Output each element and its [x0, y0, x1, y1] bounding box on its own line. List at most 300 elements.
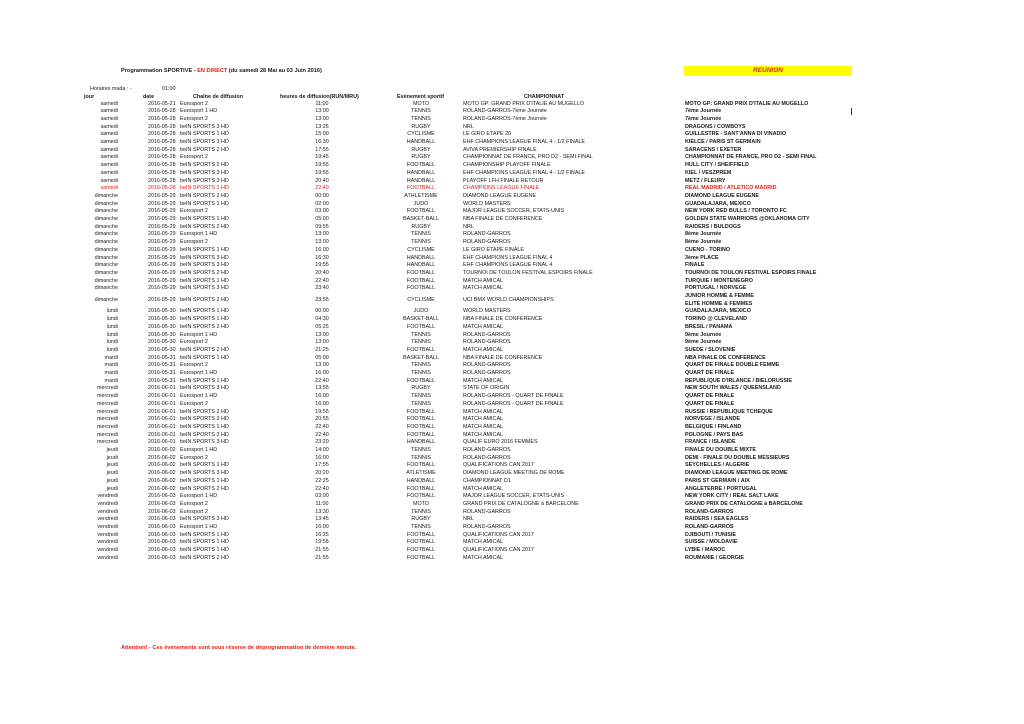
table-row [0, 455, 1024, 463]
cell-date: 2016-06-03 [148, 516, 176, 523]
cell-hour: 05:00 [315, 354, 329, 361]
cell-champ: ROUMANIE / GEORGIE [685, 554, 745, 561]
cell-sport: TENNIS [411, 524, 431, 530]
cell-date: 2016-05-30 [148, 323, 176, 330]
cell-date: 2016-06-01 [148, 385, 176, 392]
cell-comp: QUALIFICATIONS CAN 2017 [463, 547, 534, 554]
cell-jour: jeudi [106, 485, 118, 492]
table-row [0, 339, 1024, 347]
table-row [0, 486, 1024, 494]
cell-champ: GUADALAJARA, MEXICO [685, 200, 751, 207]
cell-chan: beIN SPORTS 3 HD [180, 385, 229, 392]
cell-comp: ROLAND-GARROS [463, 454, 511, 461]
cell-chan: Eurosport 2 [180, 400, 208, 407]
cell-hour: 21:55 [315, 547, 329, 554]
cell-hour: 19:55 [315, 408, 329, 415]
cell-comp: MATCH AMICAL [463, 408, 504, 415]
cell-jour: samedi [100, 169, 118, 176]
cell-comp: NBA FINALE DE CONFERENCE [463, 354, 543, 361]
table-row [0, 509, 1024, 517]
cell-hour: 19:45 [315, 154, 329, 161]
cell-chan: Eurosport 2 [180, 208, 208, 215]
cell-comp: QUALIFICATIONS CAN 2017 [463, 462, 534, 469]
cell-comp: MATCH AMICAL [463, 431, 504, 438]
cell-chan: beIN SPORTS 1 HD [180, 316, 229, 323]
warning-note: Attention! - Ces évènements sont sous réserve de déprogrammation de dernière minute. [121, 645, 357, 651]
table-row [0, 332, 1024, 340]
cell-champ: 9ème Journée [685, 339, 722, 346]
table-row [0, 516, 1024, 524]
cell-chan: beIN SPORTS 1 HD [180, 539, 229, 546]
cell-sport: MOTO [412, 100, 430, 107]
cell-jour: mercredi [97, 439, 118, 446]
table-row [0, 532, 1024, 540]
cell-comp: CHAMPIONSHIP PLAYOFF FINALE [463, 162, 551, 169]
cell-champ: FRANCE / ISLANDE [685, 439, 736, 446]
cell-date: 2016-06-01 [148, 393, 176, 400]
cell-date: 2016-05-21 [148, 100, 176, 107]
cell-sport: FOOTBALL [406, 285, 436, 292]
cell-chan: Eurosport 2 [180, 362, 208, 369]
reunion-banner: REUNION [684, 66, 852, 76]
cell-chan: beIN SPORTS 2 HD [180, 408, 229, 415]
cell-date: 2016-06-01 [148, 416, 176, 423]
cell-date: 2016-05-30 [148, 308, 176, 315]
cell-sport: FOOTBALL [406, 554, 436, 561]
table-row [0, 208, 1024, 216]
cell-date: 2016-06-01 [148, 439, 176, 446]
cell-champ: GOLDEN STATE WARRIORS @OKLAHOMA CITY [685, 216, 810, 222]
cell-comp: CHAMPIONS LEAGUE FINALE [463, 185, 540, 192]
cell-hour: 23:55 [315, 296, 329, 303]
cell-comp: ROLAND-GARROS - QUART DE FINALE [463, 400, 564, 407]
cell-date: 2016-06-01 [148, 431, 176, 438]
cell-date: 2016-06-03 [148, 539, 176, 546]
cell-comp: NRL [463, 223, 474, 230]
table-row [0, 193, 1024, 201]
cell-jour: jeudi [106, 447, 118, 453]
table-row [0, 385, 1024, 393]
table-row [0, 393, 1024, 401]
cell-jour: lundi [106, 346, 118, 353]
table-row [0, 362, 1024, 370]
cell-comp: DIAMOND LEAGUE MEETING DE ROME [463, 470, 565, 477]
cell-date: 2016-06-02 [148, 477, 176, 484]
cell-chan: Eurosport 2 [180, 154, 208, 161]
cell-jour: vendredi [97, 531, 118, 538]
cell-comp: ROLAND-GARROS [463, 239, 511, 246]
cell-chan: beIN SPORTS 2 HD [180, 269, 229, 276]
cell-date: 2016-05-29 [148, 277, 176, 284]
cell-sport: RUGBY [411, 223, 431, 230]
page-title: Programmation SPORTIVE - EN DIRECT (du samedi 28 Mai au 03 Juin 2016) [121, 68, 322, 74]
cell-chan: beIN SPORTS 1 HD [180, 308, 229, 315]
cell-jour: dimanche [94, 296, 118, 303]
table-row [0, 154, 1024, 162]
cell-hour: 16:25 [315, 531, 329, 538]
cell-comp: WORLD MASTERS [463, 308, 511, 315]
cell-jour: samedi [100, 185, 118, 192]
cell-champ: 7ème Journée [685, 115, 722, 122]
cell-champ: KIELCE / PARIS ST GERMAIN [685, 139, 761, 145]
cell-chan: beIN SPORTS 2 HD [180, 223, 229, 230]
cell-comp: EHF CHAMPIONS LEAGUE FINAL 4 - 1/2 FINALE [463, 139, 586, 145]
cell-sport: BASKET-BALL [403, 216, 439, 222]
cell-chan: beIN SPORTS 2 HD [180, 146, 229, 153]
table-row [0, 501, 1024, 509]
table-row [0, 293, 1024, 308]
cell-comp: MAJOR LEAGUE SOCCER, ETATS-UNIS [463, 208, 565, 215]
cell-comp: NRL [463, 123, 474, 130]
cell-chan: beIN SPORTS 2 HD [180, 323, 229, 330]
cell-sport: TENNIS [411, 370, 431, 376]
cell-hour: 22:40 [315, 485, 329, 492]
cell-jour: jeudi [106, 477, 118, 484]
cell-date: 2016-05-29 [148, 192, 176, 199]
cell-hour: 05:25 [315, 323, 329, 330]
cell-comp: CHAMPIONNAT D1 [463, 477, 511, 484]
cell-jour: dimanche [94, 262, 118, 269]
cell-sport: FOOTBALL [406, 423, 436, 430]
cell-chan: Eurosport 2 [180, 454, 208, 461]
cell-date: 2016-06-03 [148, 493, 176, 500]
cell-champ: NEW YORK RED BULLS / TORONTO FC [685, 208, 787, 215]
cell-hour: 13:00 [315, 239, 329, 246]
cell-comp: PLAYOFF LFH FINALE RETOUR [463, 177, 544, 184]
cell-hour: 16:00 [315, 400, 329, 407]
cell-champ: NEW SOUTH WALES / QUEENSLAND [685, 385, 781, 392]
cell-comp: NRL [463, 516, 474, 523]
live-label: EN DIRECT [197, 68, 228, 74]
cell-hour: 19:55 [315, 169, 329, 176]
cell-chan: beIN SPORTS 2 HD [180, 485, 229, 492]
cell-comp: WORLD MASTERS [463, 200, 511, 207]
cell-champ: HULL CITY / SHEIFFIELD [685, 162, 749, 169]
cell-comp: MATCH AMICAL [463, 554, 504, 561]
table-row [0, 316, 1024, 324]
cell-jour: dimanche [94, 239, 118, 246]
cell-comp: MATCH AMICAL [463, 539, 504, 546]
cell-jour: jeudi [106, 462, 118, 469]
table-row [0, 547, 1024, 555]
cell-comp: STATE OF ORIGIN [463, 385, 510, 392]
cell-chan: Eurosport 2 [180, 239, 208, 246]
cell-date: 2016-05-28 [148, 154, 176, 161]
table-row [0, 462, 1024, 470]
cell-date: 2016-05-31 [148, 377, 176, 384]
cell-comp: UCI BMX WORLD CHAMPIONSHIPS [463, 296, 554, 303]
cell-hour: 22:40 [315, 377, 329, 384]
cell-hour: 19:55 [315, 262, 329, 269]
cell-jour: dimanche [94, 216, 118, 222]
cell-jour: mercredi [97, 431, 118, 438]
cell-jour: mardi [104, 354, 118, 361]
cell-sport: TENNIS [411, 393, 431, 400]
cell-comp: ROLAND-GARROS [463, 339, 511, 346]
cell-date: 2016-06-01 [148, 408, 176, 415]
cell-jour: mercredi [97, 393, 118, 400]
cell-champ: 7ème Journée [685, 108, 722, 115]
cell-comp: MAJOR LEAGUE SOCCER, ETATS-UNIS [463, 493, 565, 500]
table-row [0, 524, 1024, 532]
cell-sport: BASKET-BALL [403, 316, 439, 323]
cell-sport: HANDBALL [406, 439, 436, 446]
cell-chan: Eurosport 2 [180, 500, 208, 507]
table-row [0, 108, 1024, 116]
cell-sport: FOOTBALL [406, 346, 436, 353]
cell-jour: vendredi [97, 500, 118, 507]
cell-hour: 16:30 [315, 139, 329, 145]
cell-comp: NBA FINALE DE CONFERENCE [463, 316, 543, 323]
cell-jour: mardi [104, 370, 118, 376]
cell-jour: samedi [100, 154, 118, 161]
cell-champ: DIAMOND LEAGUE EUGENE [685, 192, 759, 199]
cell-comp: EHF CHAMPIONS LEAGUE FINAL 4 [463, 254, 553, 261]
cell-date: 2016-06-02 [148, 462, 176, 469]
cell-comp: AVIVA PREMIERSHIP FINALE [463, 146, 537, 153]
cell-jour: lundi [106, 323, 118, 330]
table-row [0, 201, 1024, 209]
cell-date: 2016-05-29 [148, 231, 176, 238]
cell-sport: FOOTBALL [406, 539, 436, 546]
table-row [0, 493, 1024, 501]
cell-chan: Eurosport 1 HD [180, 108, 218, 115]
cell-chan: Eurosport 1 HD [180, 370, 218, 376]
cell-hour: 20:40 [315, 269, 329, 276]
cell-champ: REPUBLIQUE D'IRLANCE / BIELORUSSIE [685, 377, 793, 384]
cell-sport: FOOTBALL [406, 485, 436, 492]
cell-chan: beIN SPORTS 1 HD [180, 200, 229, 207]
cell-champ: MOTO GP: GRAND PRIX D'ITALIE AU MUGELLO [685, 100, 809, 107]
cell-sport: BASKET-BALL [403, 354, 439, 361]
cell-hour: 13:25 [315, 123, 329, 130]
cell-sport: RUGBY [411, 146, 431, 153]
cell-champ: ROLAND-GARROS [685, 508, 734, 515]
cell-champ: GRAND PRIX DE CATALOGNE à BARCELONE [685, 500, 803, 507]
cell-hour: 13:00 [315, 362, 329, 369]
cell-jour: lundi [106, 339, 118, 346]
cell-chan: Eurosport 2 [180, 115, 208, 122]
cell-champ: QUART DE FINALE DOUBLE FEMME [685, 362, 780, 369]
cell-champ: REAL MADRID / ATLETICO MADRID [685, 185, 777, 192]
cell-champ: FINALE DU DOUBLE MIXTE [685, 447, 756, 453]
table-row [0, 416, 1024, 424]
cell-hour: 13:30 [315, 508, 329, 515]
cell-hour: 23:20 [315, 439, 329, 446]
cell-date: 2016-05-31 [148, 362, 176, 369]
cell-chan: beIN SPORTS 3 HD [180, 177, 229, 184]
cell-champ: GUADALAJARA, MEXICO [685, 308, 751, 315]
cell-jour: vendredi [97, 524, 118, 530]
cell-champ: 8ème Journée [685, 239, 722, 246]
cell-jour: vendredi [97, 539, 118, 546]
cell-chan: Eurosport 2 [180, 339, 208, 346]
cell-sport: FOOTBALL [406, 493, 436, 500]
cell-comp: CHAMPIONNAT DE FRANCE, PRO D2 - SEMI FINAL [463, 154, 593, 161]
cell-champ: FINALE [685, 262, 705, 269]
cell-date: 2016-05-29 [148, 285, 176, 292]
cell-chan: beIN SPORTS 3 HD [180, 439, 229, 446]
cell-date: 2016-05-30 [148, 339, 176, 346]
cell-sport: CYCLISME [407, 131, 435, 138]
cell-sport: TENNIS [411, 447, 431, 453]
cell-champ: QUART DE FINALE [685, 393, 735, 400]
cell-champ: NORVEGE / ISLANDE [685, 416, 741, 423]
cell-chan: beIN SPORTS 1 HD [180, 547, 229, 554]
cell-hour: 14:00 [315, 447, 329, 453]
cell-sport: FOOTBALL [406, 269, 436, 276]
cell-champ: 8ème Journée [685, 231, 722, 238]
table-row [0, 216, 1024, 224]
cell-champ: NEW YORK CITY / REAL SALT LAKE [685, 493, 779, 500]
cell-hour: 11:00 [315, 100, 329, 107]
cell-sport: TENNIS [411, 331, 431, 338]
cell-sport: FOOTBALL [406, 162, 436, 169]
cell-champ: NBA FINALE DE CONFERENCE [685, 354, 766, 361]
cell-date: 2016-05-29 [148, 254, 176, 261]
cell-chan: beIN SPORTS 2 HD [180, 192, 229, 199]
cell-chan: beIN SPORTS 3 HD [180, 285, 229, 292]
cell-chan: beIN SPORTS 1 HD [180, 216, 229, 222]
cell-chan: beIN SPORTS 3 HD [180, 123, 229, 130]
cell-comp: EHF CHAMPIONS LEAGUE FINAL 4 [463, 262, 553, 269]
cell-chan: beIN SPORTS 1 HD [180, 477, 229, 484]
cell-hour: 20:55 [315, 416, 329, 423]
cell-sport: TENNIS [411, 108, 431, 115]
cell-hour: 00:00 [315, 308, 329, 315]
table-row [0, 101, 1024, 109]
cell-sport: FOOTBALL [406, 323, 436, 330]
cell-date: 2016-05-31 [148, 354, 176, 361]
cell-sport: HANDBALL [406, 254, 436, 261]
cell-jour: samedi [100, 131, 118, 138]
cell-jour: samedi [100, 177, 118, 184]
cell-hour: 16:00 [315, 370, 329, 376]
cell-champ: PARIS ST GERMAIN / AIX [685, 477, 750, 484]
cell-champ: RAIDERS / BULDOGS [685, 223, 741, 230]
cell-sport: RUGBY [411, 123, 431, 130]
cell-jour: dimanche [94, 277, 118, 284]
cell-date: 2016-06-02 [148, 485, 176, 492]
cell-hour: 20:40 [315, 177, 329, 184]
cell-date: 2016-05-29 [148, 239, 176, 246]
cell-hour: 16:00 [315, 393, 329, 400]
cell-hour: 22:40 [315, 423, 329, 430]
cell-date: 2016-06-03 [148, 531, 176, 538]
table-row [0, 131, 1024, 139]
cell-hour: 16:30 [315, 254, 329, 261]
cell-jour: dimanche [94, 231, 118, 238]
cell-hour: 00:00 [315, 192, 329, 199]
cell-jour: mercredi [97, 385, 118, 392]
cell-sport: HANDBALL [406, 477, 436, 484]
cell-sport: TENNIS [411, 454, 431, 461]
table-row [0, 378, 1024, 386]
cell-jour: mercredi [97, 423, 118, 430]
cell-chan: Eurosport 1 HD [180, 231, 218, 238]
cell-sport: FOOTBALL [406, 408, 436, 415]
cell-hour: 23:40 [315, 285, 329, 292]
cell-date: 2016-06-03 [148, 500, 176, 507]
cell-sport: FOOTBALL [406, 547, 436, 554]
cell-comp: ROLAND-GARROS [463, 231, 511, 238]
cell-comp: ROLAND-GARROS [463, 447, 511, 453]
cell-hour: 16:00 [315, 454, 329, 461]
cell-jour: dimanche [94, 285, 118, 292]
cell-date: 2016-05-30 [148, 331, 176, 338]
table-row [0, 231, 1024, 239]
cell-date: 2016-05-29 [148, 269, 176, 276]
cell-chan: beIN SPORTS 1 HD [180, 185, 229, 192]
table-row [0, 247, 1024, 255]
cell-champ: TORINO @ CLEVELAND [685, 316, 748, 323]
cell-jour: vendredi [97, 508, 118, 515]
cell-chan: Eurosport 1 HD [180, 331, 218, 338]
cell-chan: beIN SPORTS 3 HD [180, 470, 229, 477]
cell-champ: DRAGONS / COWBOYS [685, 123, 746, 130]
cell-chan: beIN SPORTS 3 HD [180, 139, 229, 145]
cell-chan: beIN SPORTS 2 HD [180, 162, 229, 169]
cell-jour: dimanche [94, 200, 118, 207]
cell-champ: QUART DE FINALE [685, 370, 735, 376]
cell-jour: samedi [100, 115, 118, 122]
cell-jour: mercredi [97, 408, 118, 415]
cell-comp: ROLAND-GARROS [463, 331, 511, 338]
cell-jour: dimanche [94, 208, 118, 215]
cell-sport: FOOTBALL [406, 431, 436, 438]
cell-sport: RUGBY [411, 154, 431, 161]
cell-date: 2016-05-30 [148, 316, 176, 323]
cell-chan: Eurosport 1 HD [180, 393, 218, 400]
cell-comp: MATCH AMICAL [463, 285, 504, 292]
cell-chan: beIN SPORTS 2 HD [180, 431, 229, 438]
cell-hour: 13:00 [315, 339, 329, 346]
table-row [0, 308, 1024, 316]
cell-hour: 15:00 [315, 131, 329, 138]
cell-champ: SUISSE / MOLDAVIE [685, 539, 738, 546]
cell-chan: beIN SPORTS 1 HD [180, 131, 229, 138]
cell-jour: dimanche [94, 246, 118, 253]
cell-comp: EHF CHAMPIONS LEAGUE FINAL 4 - 1/2 FINALE [463, 169, 586, 176]
cell-champ: DJIBOUTI / TUNISIE [685, 531, 736, 538]
cell-comp: MATCH AMICAL [463, 346, 504, 353]
cell-sport: TENNIS [411, 362, 431, 369]
cell-sport: RUGBY [411, 516, 431, 523]
cell-sport: MOTO [412, 500, 430, 507]
cell-comp: QUALIFICATIONS CAN 2017 [463, 531, 534, 538]
cell-sport: CYCLISME [407, 296, 435, 303]
cell-date: 2016-06-03 [148, 554, 176, 561]
cell-champ: 3ème PLACE [685, 254, 719, 261]
cell-hour: 16:00 [315, 246, 329, 253]
cell-date: 2016-05-28 [148, 185, 176, 192]
cell-champ: ANGLETERRE / PORTUGAL [685, 485, 757, 492]
cell-hour: 09:55 [315, 223, 329, 230]
table-row [0, 170, 1024, 178]
table-row [0, 401, 1024, 409]
cell-champ: TOURNOI DE TOULON FESTIVAL ESPOIRS FINALE [685, 269, 817, 276]
cell-date: 2016-05-28 [148, 169, 176, 176]
hours-label: Horaires mada : - [90, 86, 132, 92]
cell-jour: lundi [106, 308, 118, 315]
cell-champ: BELGIQUE / FINLAND [685, 423, 742, 430]
header-date: date [143, 94, 155, 100]
cell-champ-line2: ELITE HOMME & FEMMES [685, 300, 753, 307]
cell-sport: FOOTBALL [406, 185, 436, 192]
cell-date: 2016-06-01 [148, 400, 176, 407]
cell-comp: LE GIRO ETAPE 20 [463, 131, 512, 138]
table-row [0, 224, 1024, 232]
